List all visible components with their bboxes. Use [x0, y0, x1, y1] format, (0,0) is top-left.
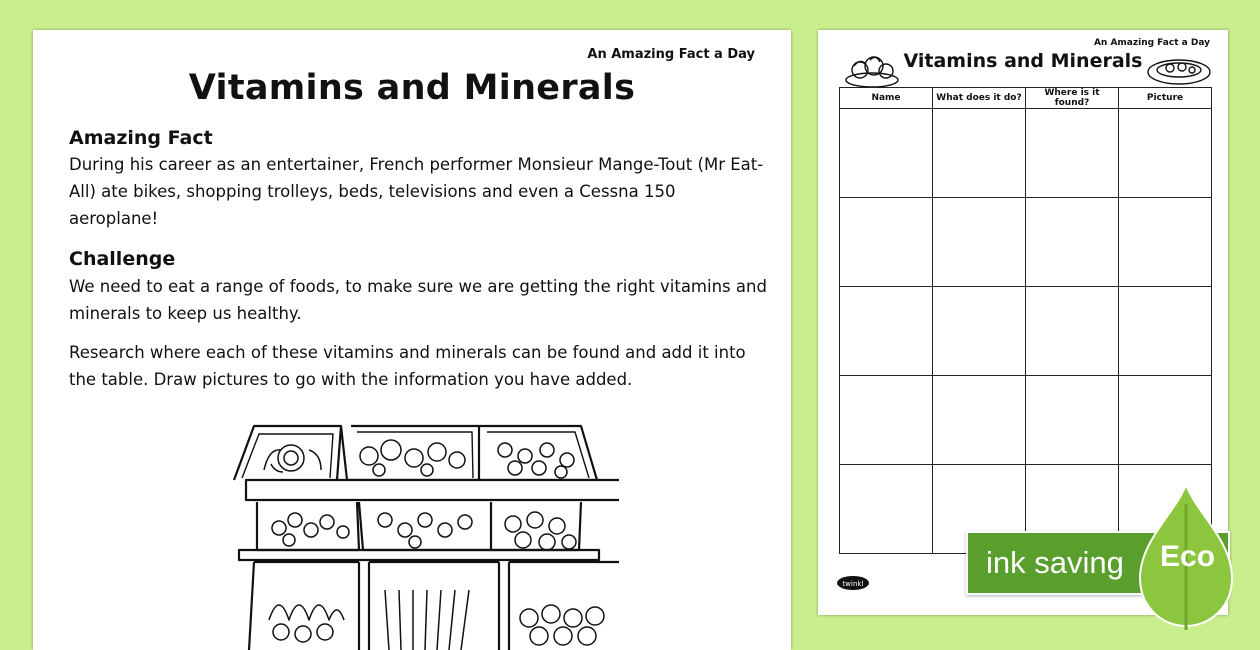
table-cell[interactable] — [1119, 198, 1212, 287]
page-title-small: Vitamins and Minerals — [903, 50, 1143, 72]
table-row — [840, 376, 1212, 465]
challenge-text: We need to eat a range of foods, to make sure we are getting the right vitamins and minerals to keep us healthy. — [69, 277, 767, 323]
column-header-picture: Picture — [1119, 88, 1212, 109]
produce-stall-illustration — [209, 420, 619, 650]
research-text: Research where each of these vitamins and minerals can be found and add it into the table. Draw pictures to go with the information you have added. — [69, 343, 746, 389]
table-cell[interactable] — [1119, 287, 1212, 376]
table-cell[interactable] — [1026, 109, 1119, 198]
eco-label: Eco — [1160, 540, 1216, 573]
table-row — [840, 109, 1212, 198]
table-cell[interactable] — [933, 287, 1026, 376]
table-cell[interactable] — [1119, 109, 1212, 198]
twinkl-logo — [836, 575, 870, 591]
series-brand: An Amazing Fact a Day — [587, 47, 755, 62]
page-title: Vitamins and Minerals — [188, 68, 636, 108]
series-brand-small: An Amazing Fact a Day — [1093, 38, 1210, 48]
table-row — [840, 287, 1212, 376]
table-header-row — [840, 88, 1212, 109]
table-row — [840, 198, 1212, 287]
table-cell[interactable] — [933, 198, 1026, 287]
column-header-name: Name — [840, 88, 933, 109]
table-cell[interactable] — [840, 109, 933, 198]
table-cell[interactable] — [1026, 376, 1119, 465]
challenge-heading: Challenge — [69, 248, 176, 270]
table-cell[interactable] — [933, 376, 1026, 465]
table-cell[interactable] — [1026, 198, 1119, 287]
table-cell[interactable] — [1026, 287, 1119, 376]
table-cell[interactable] — [1119, 376, 1212, 465]
column-header-what-does-it-do: What does it do? — [933, 88, 1026, 109]
ink-saving-text: ink saving — [986, 545, 1124, 580]
fact-heading: Amazing Fact — [69, 127, 213, 149]
column-header-where-is-it-found: Where is it found? — [1026, 88, 1119, 109]
worksheet-page-left — [33, 30, 791, 650]
salad-bowl-icon — [1146, 54, 1212, 86]
fact-text: During his career as an entertainer, French performer Monsieur Mange-Tout (Mr Eat-All) ate bikes, shopping trolleys, beds, televisions and even a Cessna 150 aeroplane! — [69, 155, 764, 228]
table-cell[interactable] — [840, 465, 933, 554]
twinkl-logo-text: twinkl — [842, 580, 864, 588]
table-cell[interactable] — [840, 198, 933, 287]
table-cell[interactable] — [840, 376, 933, 465]
table-cell[interactable] — [933, 109, 1026, 198]
table-cell[interactable] — [840, 287, 933, 376]
